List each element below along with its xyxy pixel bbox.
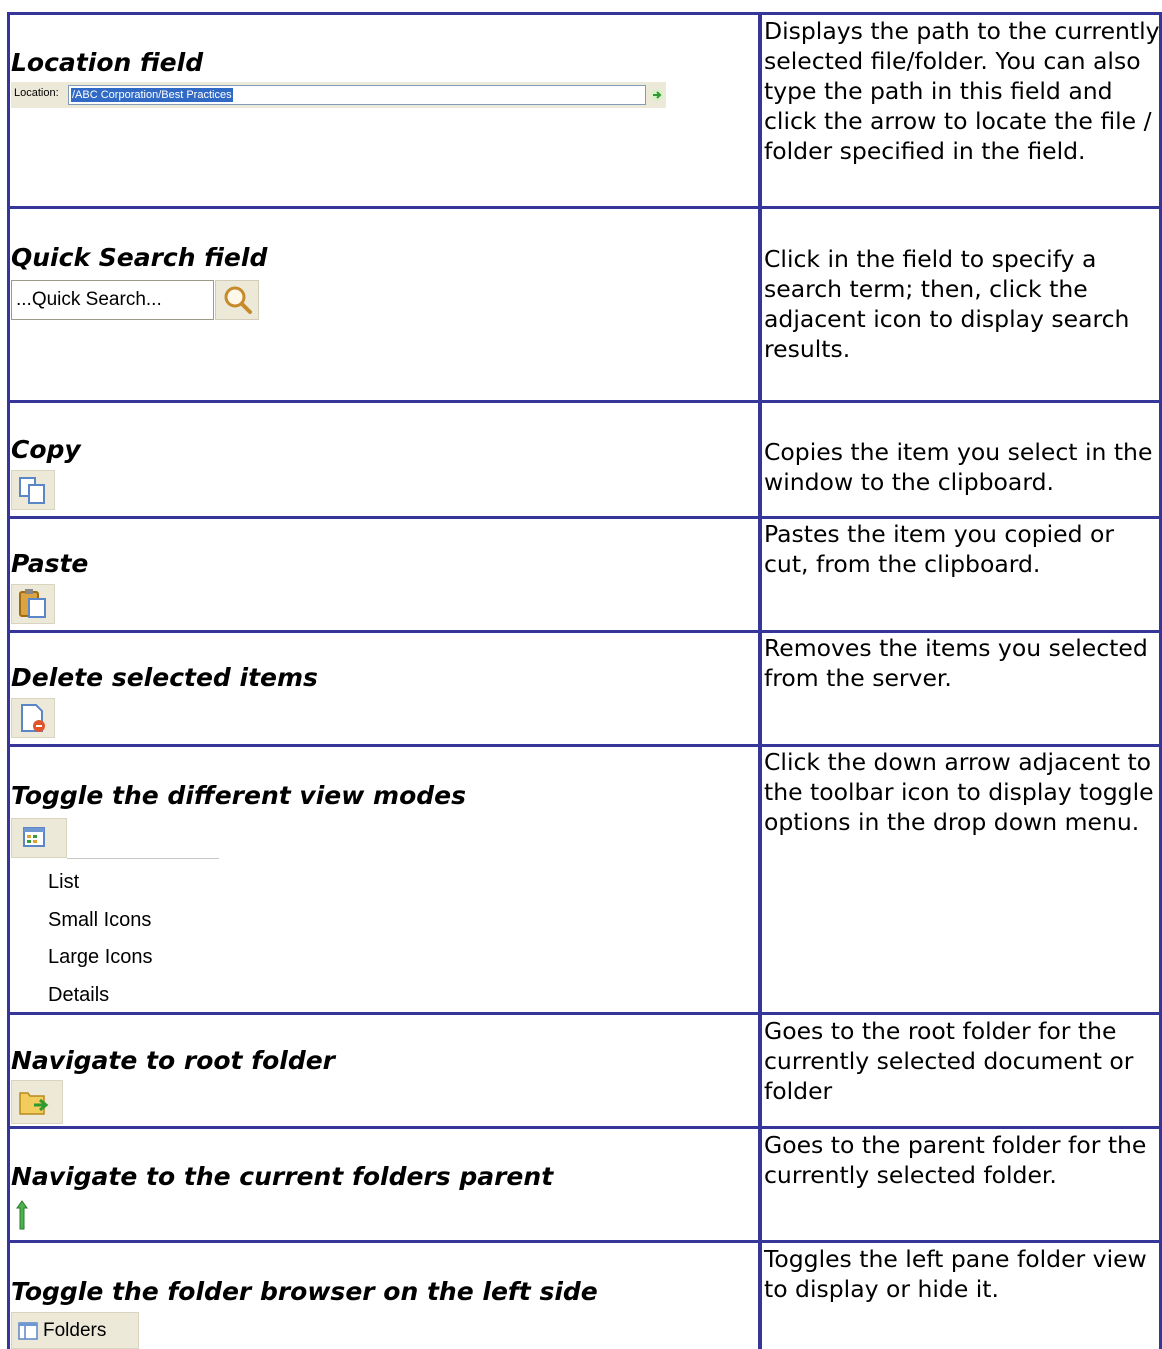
- row-title: Quick Search field: [11, 243, 268, 272]
- menu-item-details[interactable]: Details: [48, 984, 110, 1006]
- row-title: Toggle the different view modes: [11, 781, 466, 810]
- row-description: Goes to the parent folder for the currently selected folder.: [764, 1131, 1147, 1189]
- row-description: Click the down arrow adjacent to the toolbar icon to display toggle options in the drop down menu.: [764, 748, 1154, 836]
- row-title: Copy: [11, 435, 81, 464]
- quick-search-input[interactable]: [11, 280, 214, 320]
- location-value: /ABC Corporation/Best Practices: [72, 89, 232, 101]
- magnifier-icon[interactable]: [215, 280, 259, 320]
- row-description: Removes the items you selected from the server.: [764, 634, 1148, 692]
- row-title: Navigate to root folder: [11, 1046, 335, 1075]
- menu-item-small-icons[interactable]: Small Icons: [48, 909, 152, 931]
- up-arrow-icon[interactable]: [11, 1197, 33, 1235]
- row-description: Copies the item you select in the window to the clipboard.: [764, 438, 1153, 496]
- row-divider: [7, 1012, 1162, 1015]
- table-left-border: [7, 12, 10, 1349]
- paste-icon[interactable]: [11, 584, 55, 624]
- folders-button-label: Folders: [43, 1320, 107, 1341]
- menu-item-large-icons[interactable]: Large Icons: [48, 946, 153, 968]
- row-divider: [7, 1126, 1162, 1129]
- row-description: Displays the path to the currently selected file/folder. You can also type the path in this field and click the arrow to locate the file / folder specified in the field.: [764, 17, 1160, 165]
- toolbar-divider: [67, 858, 219, 859]
- folder-pane-icon: [18, 1322, 38, 1340]
- row-title: Paste: [11, 549, 89, 578]
- location-bar: [11, 82, 666, 108]
- column-divider: [758, 12, 762, 1349]
- row-title: Location field: [11, 48, 204, 77]
- row-divider: [7, 400, 1162, 403]
- delete-document-icon[interactable]: [11, 698, 55, 738]
- row-description: Click in the field to specify a search term; then, click the adjacent icon to display search results.: [764, 245, 1130, 363]
- row-description: Toggles the left pane folder view to display or hide it.: [764, 1245, 1147, 1303]
- location-input[interactable]: [68, 85, 646, 105]
- folders-toggle-button[interactable]: [11, 1312, 139, 1349]
- row-title: Navigate to the current folders parent: [11, 1162, 554, 1191]
- row-description: Pastes the item you copied or cut, from the clipboard.: [764, 520, 1115, 578]
- menu-item-list[interactable]: List: [48, 871, 80, 893]
- row-divider: [7, 1240, 1162, 1243]
- row-divider: [7, 206, 1162, 209]
- row-title: Toggle the folder browser on the left side: [11, 1277, 598, 1306]
- search-placeholder: ...Quick Search...: [16, 289, 162, 310]
- row-description: Goes to the root folder for the currently selected document or folder: [764, 1017, 1134, 1105]
- root-folder-icon[interactable]: [11, 1080, 63, 1124]
- copy-icon[interactable]: [11, 470, 55, 510]
- view-modes-icon[interactable]: [11, 818, 67, 858]
- location-label: Location:: [14, 87, 59, 99]
- row-divider: [7, 12, 1162, 15]
- row-title: Delete selected items: [11, 663, 318, 692]
- go-arrow-icon[interactable]: [648, 86, 666, 104]
